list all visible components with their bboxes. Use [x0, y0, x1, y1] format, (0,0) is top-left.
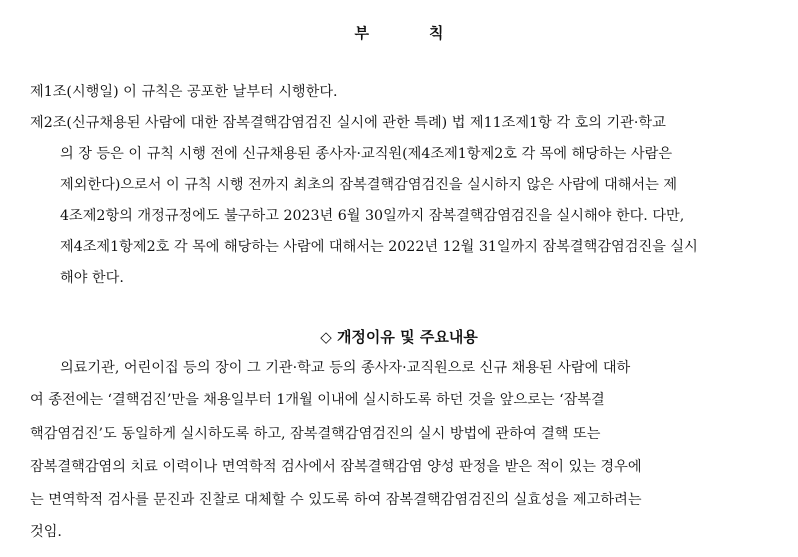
article-2-line-1: 제2조(신규채용된 사람에 대한 잠복결핵감염검진 실시에 관한 특례) 법 제11조제1항 각 호의 기관·학교	[30, 115, 666, 131]
article-2-line-5: 제4조제1항제2호 각 목에 해당하는 사람에 대해서는 2022년 12월 31일까지 잠복결핵감염검진을 실시	[60, 239, 698, 255]
reasons-line-2: 여 종전에는 ‘결핵검진’만을 채용일부터 1개월 이내에 실시하도록 하던 것을 앞으로는 ‘잠복결	[30, 392, 605, 408]
title-part-2: 칙	[429, 24, 444, 42]
article-2-line-4: 4조제2항의 개정규정에도 불구하고 2023년 6월 30일까지 잠복결핵감염검진을 실시해야 한다. 다만,	[60, 208, 685, 224]
reasons-line-3: 핵감염검진’도 동일하게 실시하도록 하고, 잠복결핵감염검진의 실시 방법에 관하여 결핵 또는	[30, 426, 601, 442]
article-2-line-2: 의 장 등은 이 규칙 시행 전에 신규채용된 종사자·교직원(제4조제1항제2호 각 목에 해당하는 사람은	[60, 146, 673, 162]
article-2-line-6: 해야 한다.	[60, 270, 124, 286]
article-2-line-3: 제외한다)으로서 이 규칙 시행 전까지 최초의 잠복결핵감염검진을 실시하지 않은 사람에 대해서는 제	[60, 177, 678, 193]
article-1-line: 제1조(시행일) 이 규칙은 공포한 날부터 시행한다.	[30, 84, 338, 100]
reasons-section-title: ◇ 개정이유 및 주요내용	[320, 328, 478, 346]
supplementary-provisions-title	[0, 22, 798, 43]
title-part-1: 부	[354, 24, 369, 42]
reasons-line-4: 잠복결핵감염의 치료 이력이나 면역학적 검사에서 잠복결핵감염 양성 판정을 받은 적이 있는 경우에	[30, 459, 642, 475]
reasons-line-1: 의료기관, 어린이집 등의 장이 그 기관·학교 등의 종사자·교직원으로 신규 채용된 사람에 대하	[60, 360, 631, 376]
reasons-line-6: 것임.	[30, 524, 62, 540]
reasons-line-5: 는 면역학적 검사를 문진과 진찰로 대체할 수 있도록 하여 잠복결핵감염검진의 실효성을 제고하려는	[30, 492, 642, 508]
